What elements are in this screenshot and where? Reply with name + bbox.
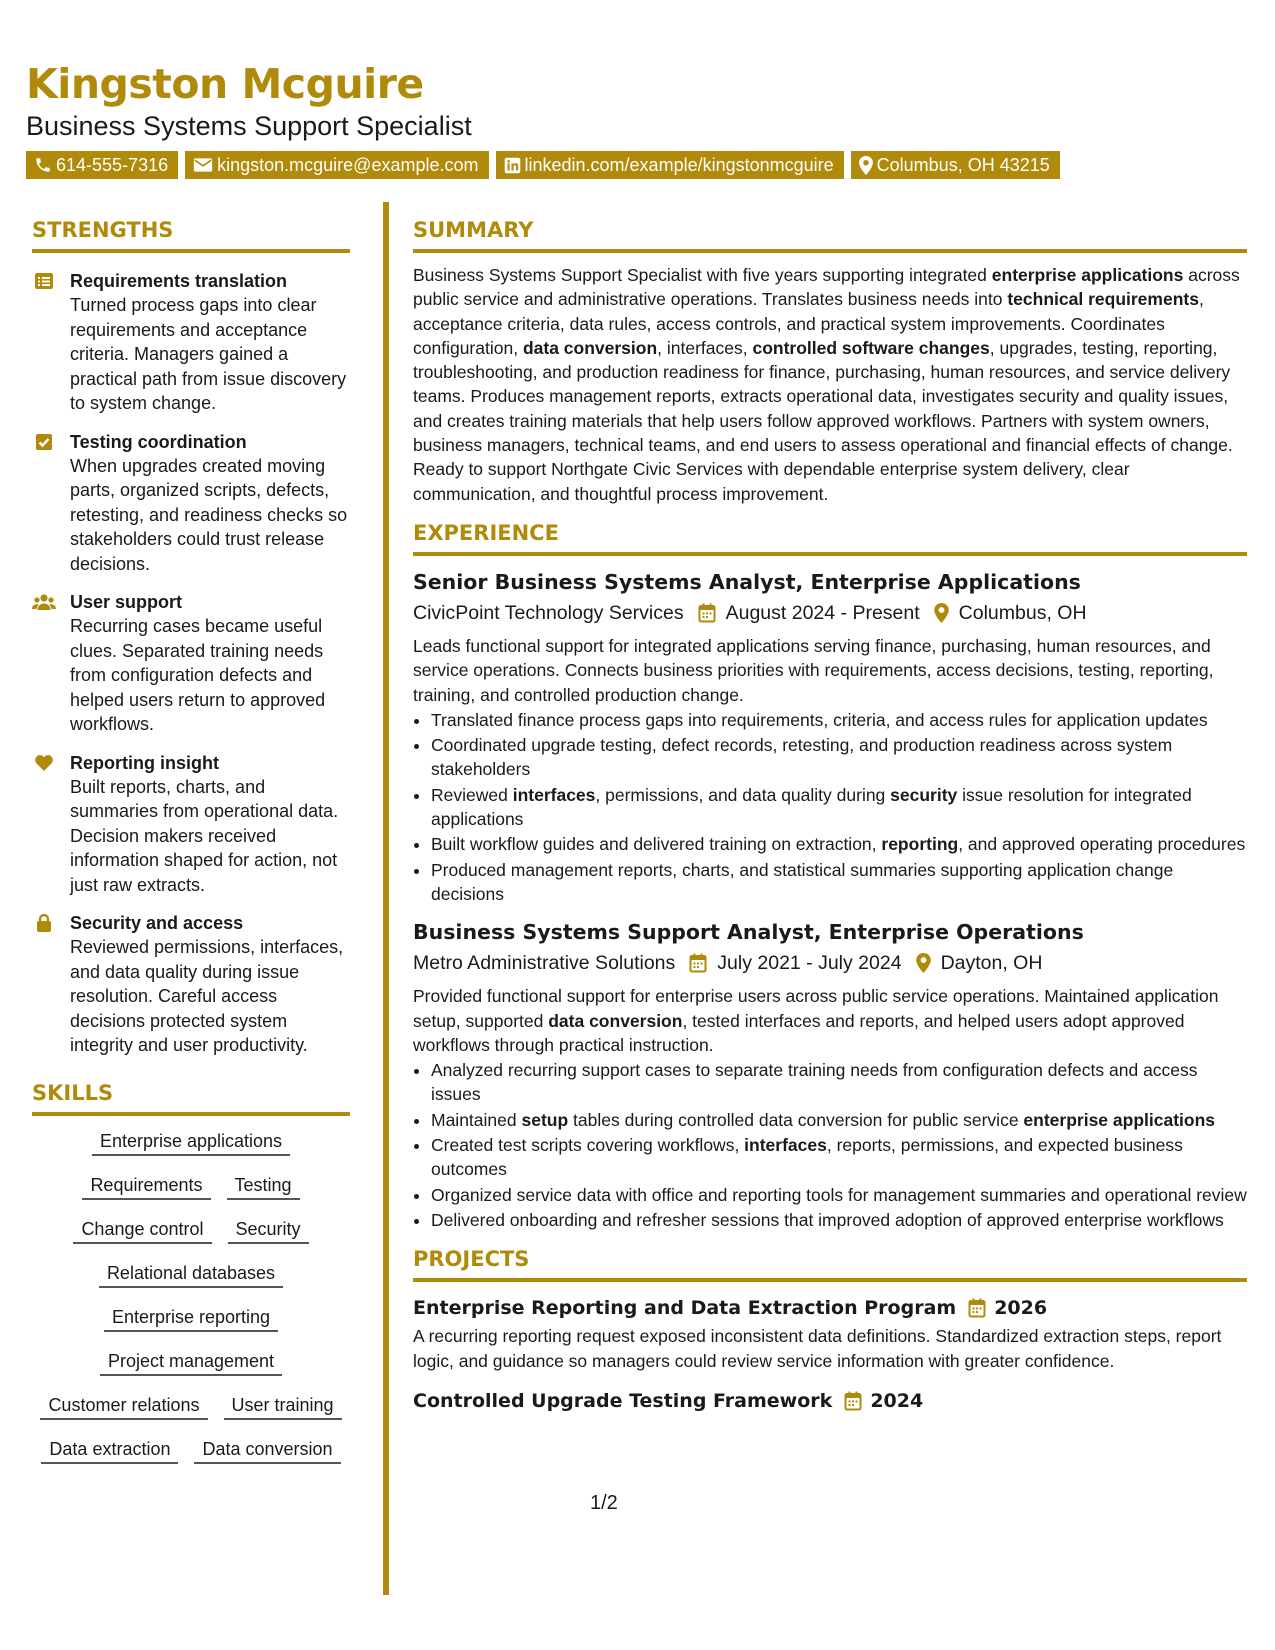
skill-tag: Project management (100, 1348, 282, 1376)
experience-heading: EXPERIENCE (413, 520, 1247, 556)
strength-item (32, 430, 350, 577)
job-title: Business Systems Support Analyst, Enterprise Operations (413, 920, 1084, 945)
project-header (413, 1294, 1247, 1322)
skill-row (32, 1348, 350, 1376)
page-number: 1/2 (590, 1492, 618, 1514)
project-year: 2024 (870, 1389, 924, 1412)
skill-row (32, 1436, 350, 1464)
job-bullet: • Built workflow guides and delivered training on extraction, reporting, and approved operating procedures (431, 832, 1247, 856)
job-description: Leads functional support for integrated applications serving finance, purchasing, human resources, and service operations. Connects business priorities with requirements, access decisions, testing, reporting, training, and controlled production change. (413, 635, 1214, 705)
strength-body: When upgrades created moving parts, organized scripts, defects, retesting, and readiness checks so stakeholders could trust release decisions. (70, 455, 348, 574)
strength-heading: Testing coordination (70, 431, 247, 452)
job-description: Provided functional support for enterprise users across public service operations. Maintained application setup, supported data conversion, tested interfaces and reports, and helped users adopt approved workflows through practical instruction. (413, 986, 1219, 1055)
contact-linkedin[interactable] (496, 151, 844, 179)
strength-heading: Security and access (70, 913, 244, 933)
contact-bar (26, 151, 1060, 179)
strength-item (32, 911, 350, 1058)
skill-tag: Enterprise applications (92, 1128, 290, 1156)
strength-body: Reviewed permissions, interfaces, and data quality during issue resolution. Careful access decisions protected system integrity and user productivity. (70, 937, 344, 1055)
skill-row (32, 1392, 350, 1420)
project-header (413, 1387, 1247, 1415)
project-name: Enterprise Reporting and Data Extraction Program (413, 1297, 957, 1320)
skill-tag: Data extraction (41, 1436, 178, 1464)
contact-location-text: Columbus, OH 43215 (876, 154, 1050, 175)
job-bullet: • Translated finance process gaps into requirements, criteria, and access rules for application updates (431, 708, 1247, 732)
strength-heading: User support (70, 592, 183, 612)
skill-row (32, 1216, 350, 1244)
project-entry (413, 1294, 1247, 1373)
job-location: Columbus, OH (958, 601, 1087, 624)
list-icon (34, 271, 54, 291)
candidate-title: Business Systems Support Specialist (26, 111, 472, 141)
map-pin-icon (916, 953, 931, 973)
linkedin-icon (504, 157, 521, 174)
calendar-icon (689, 953, 707, 973)
job-company: Metro Administrative Solutions (413, 952, 676, 975)
skill-row (32, 1304, 350, 1332)
contact-linkedin-text: linkedin.com/example/kingstonmcguire (524, 154, 834, 175)
skills-list (32, 1128, 350, 1464)
skill-tag: User training (224, 1392, 342, 1420)
calendar-icon (698, 603, 716, 623)
users-icon (32, 592, 56, 612)
map-pin-icon (859, 156, 873, 175)
phone-icon (34, 156, 52, 174)
heart-icon (34, 753, 54, 773)
job-bullets (413, 1058, 1247, 1232)
skill-tag: Change control (73, 1216, 211, 1244)
job-dates: August 2024 - Present (725, 601, 920, 624)
job-entry (413, 918, 1247, 1232)
job-meta (413, 948, 1247, 978)
skill-tag: Requirements (82, 1172, 210, 1200)
lock-icon (34, 913, 54, 933)
job-bullet: • Created test scripts covering workflows, interfaces, reports, permissions, and expected business outcomes (431, 1133, 1247, 1182)
job-bullet: • Delivered onboarding and refresher sessions that improved adoption of approved enterprise workflows (431, 1208, 1247, 1232)
job-bullet: • Analyzed recurring support cases to separate training needs from configuration defects and access issues (431, 1058, 1247, 1107)
contact-email-text: kingston.mcguire@example.com (217, 154, 479, 175)
skill-tag: Customer relations (40, 1392, 207, 1420)
strength-body: Built reports, charts, and summaries from operational data. Decision makers received information shaped for action, not just raw extracts. (70, 776, 339, 895)
envelope-icon (193, 157, 213, 173)
strength-body: Recurring cases became useful clues. Separated training needs from configuration defects and helped users return to approved workflows. (70, 616, 326, 734)
strength-heading: Reporting insight (70, 752, 219, 773)
job-bullet: • Maintained setup tables during controlled data conversion for public service enterprise applications (431, 1108, 1247, 1132)
checkbox-icon (34, 432, 54, 452)
skill-row (32, 1172, 350, 1200)
skill-tag: Relational databases (99, 1260, 283, 1288)
job-location: Dayton, OH (940, 952, 1043, 975)
job-company: CivicPoint Technology Services (413, 601, 684, 624)
strength-heading: Requirements translation (70, 271, 288, 291)
contact-location[interactable] (851, 151, 1060, 179)
job-bullet: • Reviewed interfaces, permissions, and data quality during security issue resolution for integrated applications (431, 783, 1247, 832)
skill-tag: Enterprise reporting (104, 1304, 278, 1332)
candidate-name: Kingston Mcguire (26, 60, 424, 108)
strength-body: Turned process gaps into clear requirements and acceptance criteria. Managers gained a practical path from issue discovery to system change. (70, 295, 347, 413)
right-column (413, 217, 1247, 1415)
left-column (32, 217, 350, 1464)
project-name: Controlled Upgrade Testing Framework (413, 1389, 833, 1412)
summary-heading: SUMMARY (413, 217, 1247, 253)
calendar-icon (844, 1391, 862, 1411)
job-bullets (413, 708, 1247, 906)
strengths-heading: STRENGTHS (32, 217, 350, 253)
job-dates: July 2021 - July 2024 (717, 952, 902, 975)
job-bullet: • Organized service data with office and reporting tools for management summaries and operational review (431, 1183, 1247, 1207)
project-year: 2026 (994, 1297, 1048, 1320)
contact-phone[interactable] (26, 151, 178, 179)
job-entry (413, 568, 1247, 906)
project-description: A recurring reporting request exposed inconsistent data definitions. Standardized extraction steps, report logic, and guidance so managers could review service information with greater confidence. (413, 1326, 1222, 1371)
job-bullet: • Produced management reports, charts, and statistical summaries supporting application change decisions (431, 858, 1247, 907)
job-title: Senior Business Systems Analyst, Enterprise Applications (413, 569, 1081, 594)
skills-heading: SKILLS (32, 1080, 350, 1116)
skill-tag: Security (228, 1216, 309, 1244)
calendar-icon (968, 1298, 986, 1318)
skill-tag: Data conversion (194, 1436, 340, 1464)
contact-email[interactable] (185, 151, 488, 179)
column-divider (383, 202, 389, 1595)
strength-item (32, 751, 350, 898)
contact-phone-text: 614-555-7316 (56, 154, 169, 175)
projects-heading: PROJECTS (413, 1246, 1247, 1282)
project-entry (413, 1387, 1247, 1415)
summary-text: Business Systems Support Specialist with five years supporting integrated enterprise applications across public service and administrative operations. Translates business needs into technical requirements, acceptance criteria, data rules, access controls, and practical system improvements. Coordinates configuration, data conversion, interfaces, controlled software changes, upgrades, testing, reporting, troubleshooting, and production readiness for finance, purchasing, human resources, and service delivery teams. Produces management reports, extracts operational data, investigates security and quality issues, and creates training materials that help users follow approved workflows. Partners with system owners, business managers, technical teams, and end users to assess operational and financial effects of change. Ready to support Northgate Civic Services with dependable enterprise system delivery, clear communication, and thoughtful process improvement. (413, 265, 1240, 504)
strength-item (32, 590, 350, 737)
skill-tag: Testing (227, 1172, 300, 1200)
job-bullet: • Coordinated upgrade testing, defect records, retesting, and production readiness across system stakeholders (431, 733, 1247, 782)
job-meta (413, 598, 1247, 628)
strength-item (32, 269, 350, 416)
map-pin-icon (934, 603, 949, 623)
skill-row (32, 1260, 350, 1288)
skill-row (32, 1128, 350, 1156)
